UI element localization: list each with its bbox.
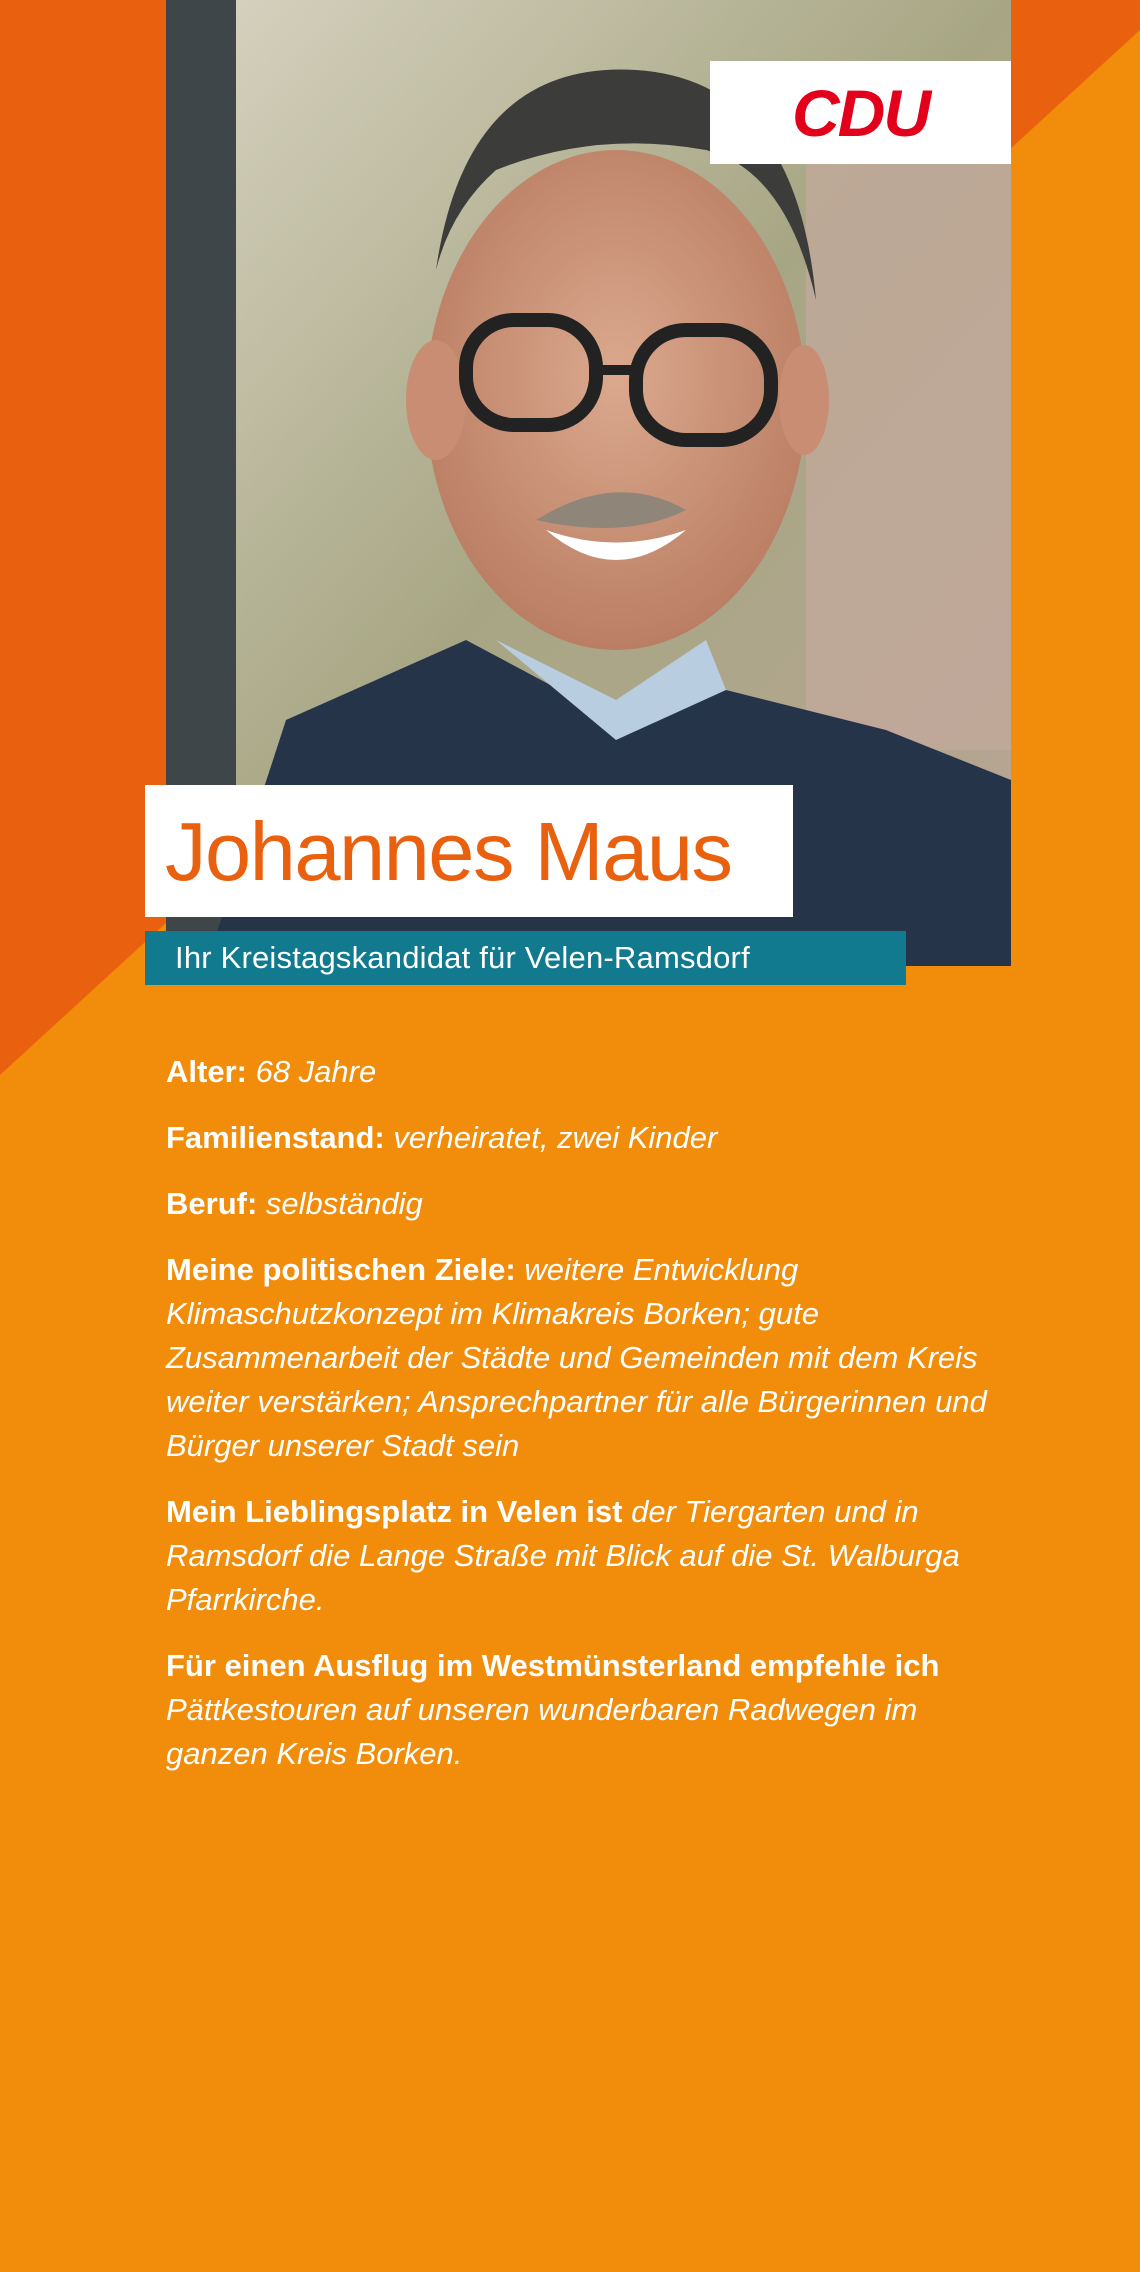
cdu-logo-box bbox=[710, 61, 1011, 164]
cdu-logo: CDU bbox=[792, 75, 929, 150]
detail-marital-status bbox=[166, 1116, 1016, 1160]
detail-label: Für einen Ausflug im Westmünsterland empfehle ich bbox=[166, 1648, 940, 1683]
detail-label: Familienstand: bbox=[166, 1120, 385, 1155]
detail-value: verheiratet, zwei Kinder bbox=[393, 1120, 718, 1155]
detail-value: selbständig bbox=[265, 1186, 423, 1221]
detail-label: Alter: bbox=[166, 1054, 247, 1089]
detail-trip-recommendation bbox=[166, 1644, 1016, 1776]
detail-age bbox=[166, 1050, 1016, 1094]
detail-label: Beruf: bbox=[166, 1186, 258, 1221]
subtitle-box bbox=[145, 931, 906, 985]
detail-value: 68 Jahre bbox=[255, 1054, 377, 1089]
candidate-name: Johannes Maus bbox=[165, 804, 732, 898]
detail-political-goals bbox=[166, 1248, 1016, 1468]
detail-favorite-place bbox=[166, 1490, 1016, 1622]
detail-label: Mein Lieblingsplatz in Velen ist bbox=[166, 1494, 623, 1529]
detail-label: Meine politischen Ziele: bbox=[166, 1252, 516, 1287]
detail-value: der Tiergarten und in Ramsdorf die Lange Straße mit Blick auf die St. Walburga Pfarrkirche. bbox=[166, 1494, 960, 1617]
detail-profession bbox=[166, 1182, 1016, 1226]
candidate-subtitle: Ihr Kreistagskandidat für Velen-Ramsdorf bbox=[175, 940, 750, 975]
detail-value: Pättkestouren auf unseren wunderbaren Radwegen im ganzen Kreis Borken. bbox=[166, 1692, 918, 1771]
name-box bbox=[145, 785, 793, 917]
detail-value: weitere Entwicklung Klimaschutzkonzept im Klimakreis Borken; gute Zusammenarbeit der Städte und Gemeinden mit dem Kreis weiter verstärken; Ansprechpartner für alle Bürgerinnen und Bürger unserer Stadt sein bbox=[166, 1252, 987, 1463]
candidate-details bbox=[166, 1050, 1016, 1798]
